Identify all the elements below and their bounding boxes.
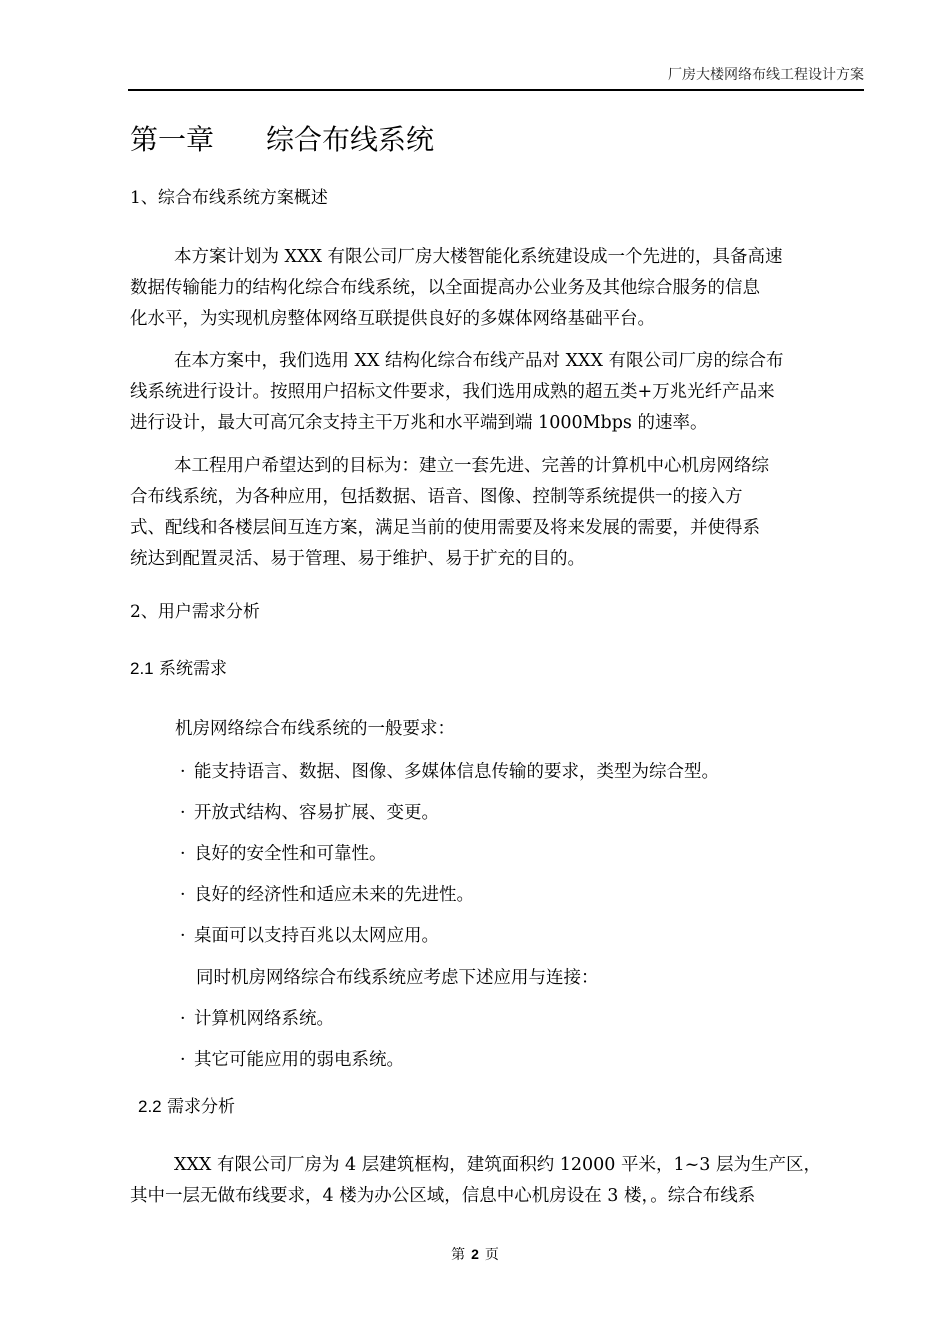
paragraph-line: 本方案计划为 XXX 有限公司厂房大楼智能化系统建设成一个先进的，具备高速 [174, 247, 783, 267]
subsection-title: 系统需求 [159, 659, 228, 679]
page-footer [0, 1244, 950, 1264]
paragraph-line: 进行设计，最大可高冗余支持主干万兆和水平端到端 1000Mbps 的速率。 [130, 413, 708, 433]
page-number: 2 [471, 1246, 479, 1262]
bullet-icon: · [180, 1009, 186, 1029]
paragraph-line: 化水平，为实现机房整体网络互联提供良好的多媒体网络基础平台。 [130, 309, 655, 329]
paragraph-line: 其中一层无做布线要求，4 楼为办公区域，信息中心机房设在 3 楼，。综合布线系 [130, 1186, 756, 1206]
bullet-icon: · [180, 1050, 186, 1070]
list-item: · 计算机网络系统。 [180, 1009, 334, 1029]
running-header: 厂房大楼网络布线工程设计方案 [668, 67, 864, 83]
subsection-2-2-heading [138, 1092, 235, 1117]
requirements-intro: 机房网络综合布线系统的一般要求： [175, 719, 455, 739]
list-item: · 良好的经济性和适应未来的先进性。 [180, 885, 474, 905]
paragraph-line: 线系统进行设计。按照用户招标文件要求，我们选用成熟的超五类+万兆光纤产品来 [130, 382, 775, 402]
paragraph-line: 式、配线和各楼层间互连方案，满足当前的使用需要及将来发展的需要，并使得系 [130, 518, 760, 538]
subsection-2-1-heading [130, 654, 227, 679]
section-2-heading: 2、用户需求分析 [130, 602, 260, 622]
page-label-prefix: 第 [451, 1247, 466, 1263]
subsection-title: 需求分析 [167, 1097, 236, 1117]
paragraph-line: 统达到配置灵活、易于管理、易于维护、易于扩充的目的。 [130, 549, 585, 569]
bullet-icon: · [180, 762, 186, 782]
paragraph-line: 数据传输能力的结构化综合布线系统，以全面提高办公业务及其他综合服务的信息 [130, 278, 760, 298]
chapter-name: 综合布线系统 [266, 123, 435, 156]
bullet-icon: · [180, 844, 186, 864]
paragraph-3 [130, 451, 850, 575]
paragraph-line: 在本方案中，我们选用 XX 结构化综合布线产品对 XXX 有限公司厂房的综合布 [174, 351, 784, 371]
list-item: · 桌面可以支持百兆以太网应用。 [180, 926, 439, 946]
section-1-heading: 1、综合布线系统方案概述 [130, 188, 328, 208]
header-rule [128, 89, 864, 91]
chapter-number: 第一章 [130, 123, 215, 156]
paragraph-2 [130, 346, 850, 439]
list-item: · 良好的安全性和可靠性。 [180, 844, 387, 864]
list-item: · 能支持语言、数据、图像、多媒体信息传输的要求，类型为综合型。 [180, 762, 719, 782]
chapter-title [130, 118, 434, 158]
bullet-icon: · [180, 926, 186, 946]
subsection-number: 2.2 [138, 1097, 162, 1116]
list-item: · 开放式结构、容易扩展、变更。 [180, 803, 439, 823]
bullet-icon: · [180, 885, 186, 905]
paragraph-line: 本工程用户希望达到的目标为：建立一套先进、完善的计算机中心机房网络综 [174, 456, 769, 476]
paragraph-1 [130, 242, 850, 335]
analysis-paragraph [130, 1150, 870, 1212]
connections-intro: 同时机房网络综合布线系统应考虑下述应用与连接： [196, 968, 599, 988]
paragraph-line: 合布线系统，为各种应用，包括数据、语音、图像、控制等系统提供一的接入方 [130, 487, 743, 507]
list-item: · 其它可能应用的弱电系统。 [180, 1050, 404, 1070]
page-label-suffix: 页 [484, 1247, 499, 1263]
bullet-icon: · [180, 803, 186, 823]
paragraph-line: XXX 有限公司厂房为 4 层建筑框构，建筑面积约 12000 平米，1~3 层为生产区， [174, 1155, 821, 1175]
subsection-number: 2.1 [130, 659, 154, 678]
